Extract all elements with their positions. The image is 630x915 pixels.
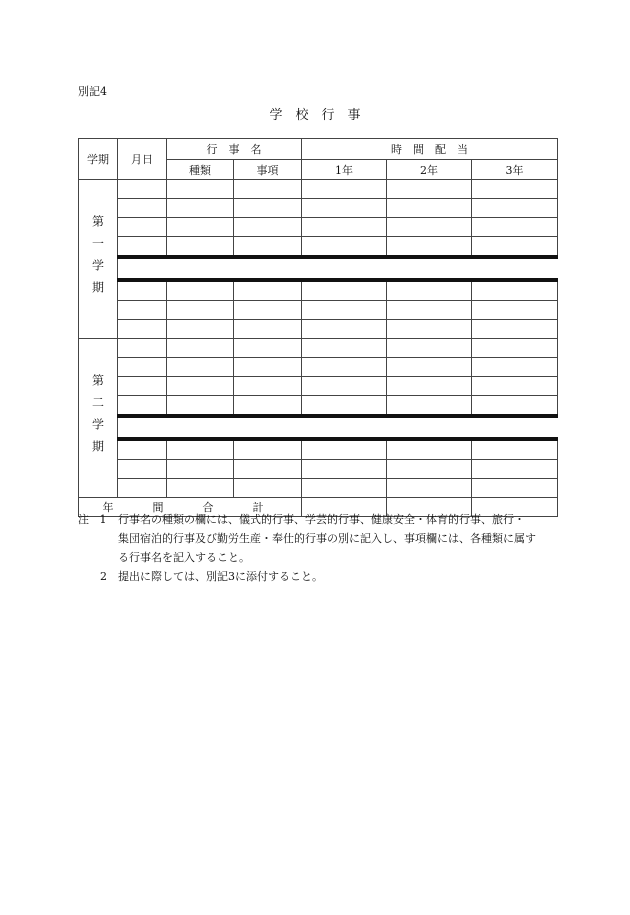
month-day-cell[interactable] <box>118 377 167 396</box>
table-row <box>79 377 558 396</box>
event-item-cell[interactable] <box>234 218 302 237</box>
table-row <box>79 320 558 339</box>
month-day-cell[interactable] <box>118 439 167 460</box>
year-3-cell[interactable] <box>472 218 558 237</box>
event-type-cell[interactable] <box>167 180 234 199</box>
year-3-cell[interactable] <box>472 199 558 218</box>
year-1-cell[interactable] <box>302 377 387 396</box>
year-3-cell[interactable] <box>472 439 558 460</box>
note-text: 行事名の種類の欄には、儀式的行事、学芸的行事、健康安全・体育的行事、旅行・ <box>118 513 525 526</box>
table-row <box>79 280 558 301</box>
note-text: 提出に際しては、別記3に添付すること。 <box>118 570 323 583</box>
event-type-cell[interactable] <box>167 460 234 479</box>
year-1-cell[interactable] <box>302 339 387 358</box>
year-2-cell[interactable] <box>387 396 472 417</box>
year-2-cell[interactable] <box>387 439 472 460</box>
note-head <box>78 510 118 529</box>
term-1-label: 第一学期 <box>79 180 118 339</box>
omission-band-cell <box>118 257 558 280</box>
year-1-cell[interactable] <box>302 320 387 339</box>
omission-band <box>79 257 558 280</box>
year-2-cell[interactable] <box>387 280 472 301</box>
event-type-cell[interactable] <box>167 377 234 396</box>
year-3-cell[interactable] <box>472 396 558 417</box>
page-title: 学 校 行 事 <box>269 108 361 123</box>
event-type-cell[interactable] <box>167 218 234 237</box>
year-1-cell[interactable] <box>302 180 387 199</box>
event-item-cell[interactable] <box>234 439 302 460</box>
event-item-cell[interactable] <box>234 339 302 358</box>
event-type-cell[interactable] <box>167 439 234 460</box>
month-day-cell[interactable] <box>118 237 167 258</box>
event-item-cell[interactable] <box>234 320 302 339</box>
omission-band-cell <box>118 416 558 439</box>
year-1-cell[interactable] <box>302 396 387 417</box>
event-type-cell[interactable] <box>167 396 234 417</box>
event-item-cell[interactable] <box>234 377 302 396</box>
header-event-name: 行 事 名 <box>167 139 302 160</box>
event-item-cell[interactable] <box>234 199 302 218</box>
year-1-cell[interactable] <box>302 439 387 460</box>
month-day-cell[interactable] <box>118 396 167 417</box>
term-2-label: 第二学期 <box>79 339 118 498</box>
header-year-1: 1年 <box>302 160 387 180</box>
total-label: 年 間 合 計 <box>79 498 302 517</box>
year-2-cell[interactable] <box>387 199 472 218</box>
month-day-cell[interactable] <box>118 320 167 339</box>
header-year-3: 3年 <box>472 160 558 180</box>
event-item-cell[interactable] <box>234 301 302 320</box>
year-2-cell[interactable] <box>387 358 472 377</box>
note-number: 1 <box>99 513 107 526</box>
event-item-cell[interactable] <box>234 358 302 377</box>
header-year-2: 2年 <box>387 160 472 180</box>
year-2-cell[interactable] <box>387 218 472 237</box>
header-term: 学期 <box>79 139 118 180</box>
header-event-type: 種類 <box>167 160 234 180</box>
month-day-cell[interactable] <box>118 218 167 237</box>
event-item-cell[interactable] <box>234 280 302 301</box>
notes-prefix: 注 <box>78 513 89 526</box>
year-2-cell[interactable] <box>387 180 472 199</box>
table-row <box>79 301 558 320</box>
event-item-cell[interactable] <box>234 396 302 417</box>
year-2-cell[interactable] <box>387 479 472 498</box>
table-row <box>79 396 558 417</box>
table-row <box>79 439 558 460</box>
year-2-cell[interactable] <box>387 339 472 358</box>
event-item-cell[interactable] <box>234 460 302 479</box>
header-month-day: 月日 <box>118 139 167 180</box>
note-item-1 <box>78 510 568 529</box>
event-item-cell[interactable] <box>234 479 302 498</box>
event-type-cell[interactable] <box>167 479 234 498</box>
event-item-cell[interactable] <box>234 237 302 258</box>
event-type-cell[interactable] <box>167 199 234 218</box>
month-day-cell[interactable] <box>118 460 167 479</box>
note-line: 集団宿泊的行事及び勤労生産・奉仕的行事の別に記入し、事項欄には、各種類に属す <box>118 532 536 545</box>
year-1-cell[interactable] <box>302 479 387 498</box>
year-3-cell[interactable] <box>472 479 558 498</box>
year-1-cell[interactable] <box>302 237 387 258</box>
table-row <box>79 358 558 377</box>
note-item-2 <box>78 567 568 586</box>
year-1-cell[interactable] <box>302 199 387 218</box>
year-1-cell[interactable] <box>302 280 387 301</box>
school-events-table <box>78 138 558 517</box>
note-number: 2 <box>100 570 107 583</box>
month-day-cell[interactable] <box>118 180 167 199</box>
month-day-cell[interactable] <box>118 339 167 358</box>
event-type-cell[interactable] <box>167 320 234 339</box>
event-type-cell[interactable] <box>167 339 234 358</box>
year-3-cell[interactable] <box>472 237 558 258</box>
table-row <box>79 237 558 258</box>
month-day-cell[interactable] <box>118 301 167 320</box>
year-2-cell[interactable] <box>387 320 472 339</box>
year-3-cell[interactable] <box>472 377 558 396</box>
notes-section <box>78 510 568 586</box>
table-row <box>79 199 558 218</box>
year-1-cell[interactable] <box>302 301 387 320</box>
year-2-cell[interactable] <box>387 377 472 396</box>
month-day-cell[interactable] <box>118 479 167 498</box>
year-3-cell[interactable] <box>472 280 558 301</box>
year-1-cell[interactable] <box>302 218 387 237</box>
table-row <box>79 180 558 199</box>
year-3-cell[interactable] <box>472 460 558 479</box>
header-event-item: 事項 <box>234 160 302 180</box>
month-day-cell[interactable] <box>118 199 167 218</box>
event-type-cell[interactable] <box>167 358 234 377</box>
year-3-cell[interactable] <box>472 301 558 320</box>
reference-label: 別記4 <box>78 85 107 98</box>
year-3-cell[interactable] <box>472 180 558 199</box>
table-row <box>79 479 558 498</box>
year-2-cell[interactable] <box>387 301 472 320</box>
table-row <box>79 460 558 479</box>
omission-band <box>79 416 558 439</box>
note-line: る行事名を記入すること。 <box>118 551 250 564</box>
event-type-cell[interactable] <box>167 237 234 258</box>
year-2-cell[interactable] <box>387 460 472 479</box>
year-1-cell[interactable] <box>302 358 387 377</box>
event-item-cell[interactable] <box>234 180 302 199</box>
year-1-cell[interactable] <box>302 460 387 479</box>
header-time-allocation: 時 間 配 当 <box>302 139 558 160</box>
event-type-cell[interactable] <box>167 301 234 320</box>
month-day-cell[interactable] <box>118 280 167 301</box>
month-day-cell[interactable] <box>118 358 167 377</box>
year-2-cell[interactable] <box>387 237 472 258</box>
event-type-cell[interactable] <box>167 280 234 301</box>
table-row <box>79 339 558 358</box>
year-3-cell[interactable] <box>472 320 558 339</box>
year-3-cell[interactable] <box>472 358 558 377</box>
table-row <box>79 218 558 237</box>
year-3-cell[interactable] <box>472 339 558 358</box>
